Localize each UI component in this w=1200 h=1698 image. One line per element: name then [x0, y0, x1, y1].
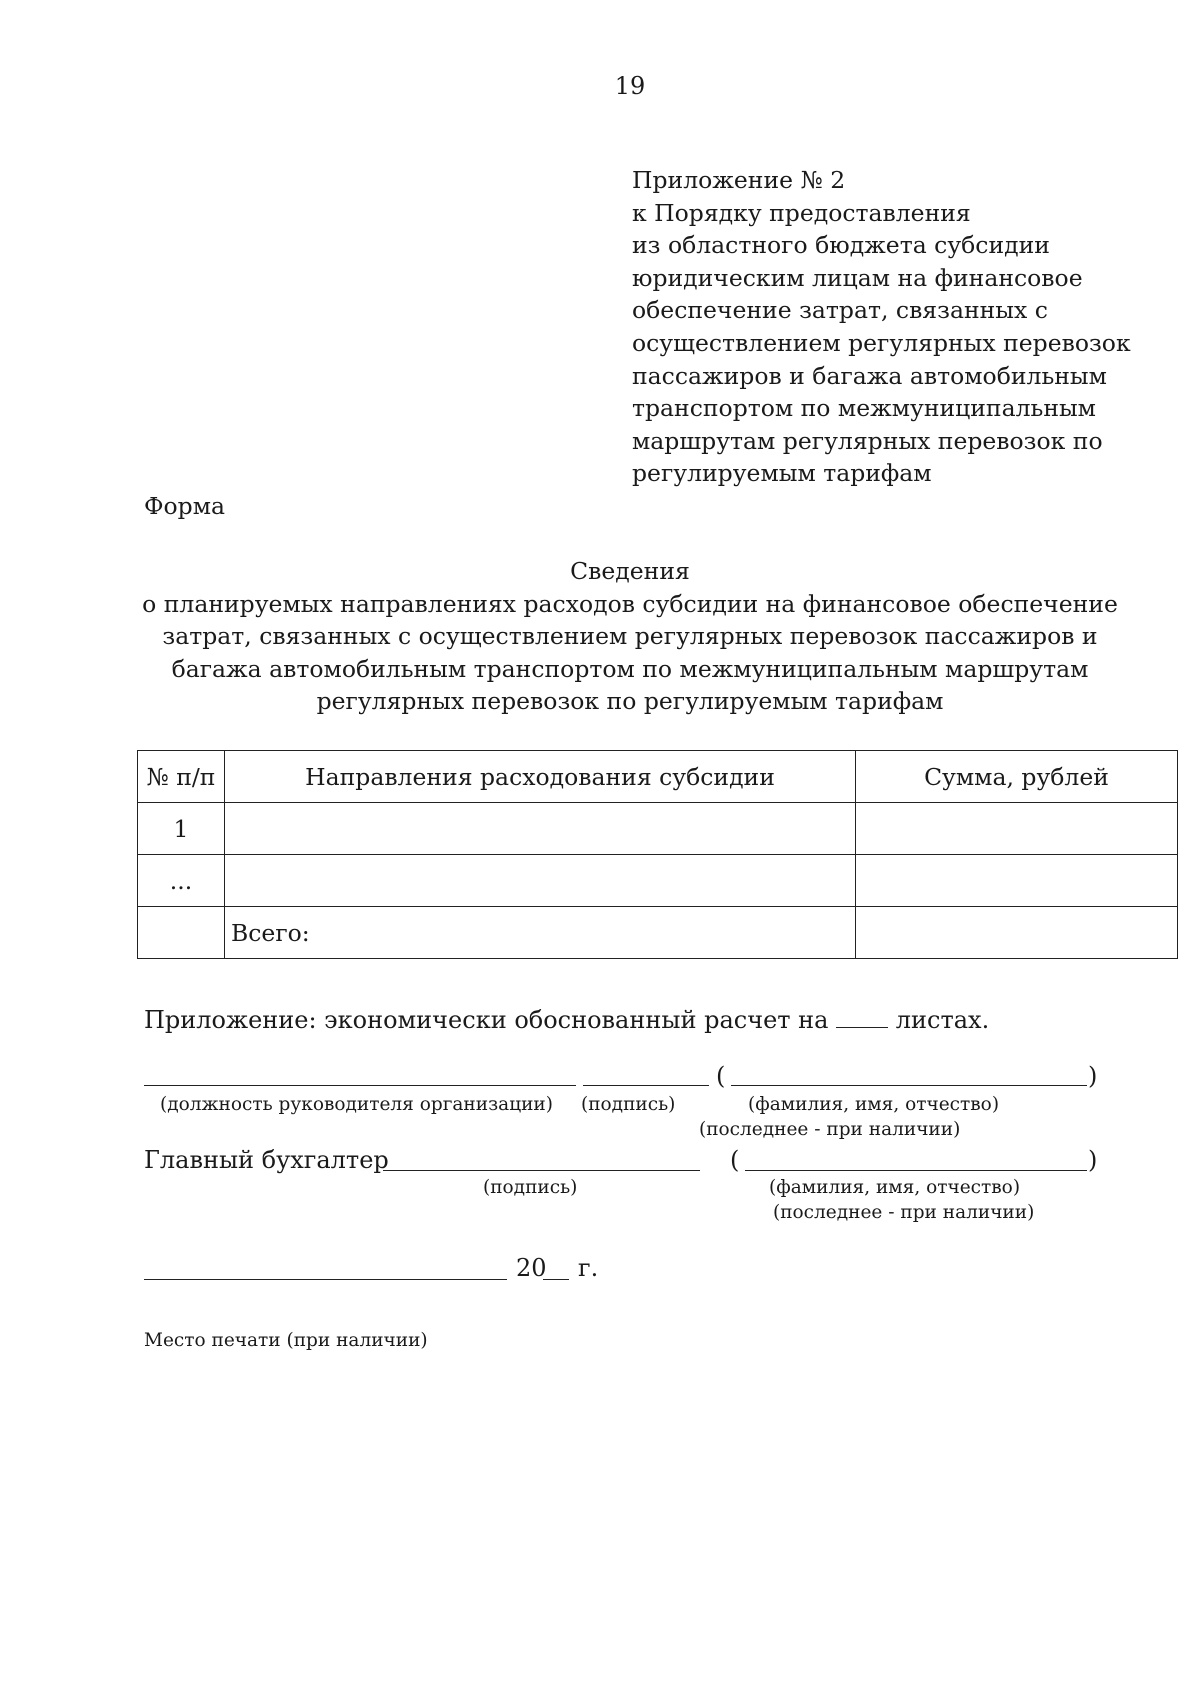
appendix-line: осуществлением регулярных перевозок [632, 328, 1131, 357]
appendix-line: маршрутам регулярных перевозок по [632, 426, 1103, 455]
column-header-direction: Направления расходования субсидии [225, 751, 856, 803]
close-paren: ) [1088, 1062, 1098, 1090]
accountant-signature-field[interactable] [383, 1170, 700, 1171]
cell-number: ... [138, 855, 225, 907]
heading-line: затрат, связанных с осуществлением регулярных перевозок пассажиров и [162, 622, 1098, 651]
column-header-sum: Сумма, рублей [856, 751, 1178, 803]
signature-caption: (подпись) [581, 1094, 676, 1115]
table-row [138, 803, 1178, 855]
cell-total-label: Всего: [225, 907, 856, 959]
appendix-header [632, 164, 1131, 490]
head-name-field[interactable] [731, 1085, 1087, 1086]
heading-line: регулярных перевозок по регулируемым тарифам [316, 687, 944, 716]
close-paren: ) [1088, 1146, 1098, 1174]
head-position-caption: (должность руководителя организации) [160, 1094, 553, 1115]
appendix-line: юридическим лицам на финансовое [632, 263, 1083, 292]
cell-direction[interactable] [225, 855, 856, 907]
year-field[interactable] [543, 1279, 569, 1280]
table-header-row [138, 751, 1178, 803]
column-header-number: № п/п [138, 751, 225, 803]
appendix-line: регулируемым тарифам [632, 459, 932, 488]
year-prefix: 20 [516, 1254, 547, 1282]
date-field[interactable] [144, 1279, 507, 1280]
table-total-row [138, 907, 1178, 959]
appendix-line: пассажиров и багажа автомобильным [632, 361, 1107, 390]
signature-caption: (подпись) [483, 1177, 578, 1198]
patronymic-note: (последнее - при наличии) [773, 1202, 1035, 1223]
cell-direction[interactable] [225, 803, 856, 855]
patronymic-note: (последнее - при наличии) [699, 1119, 961, 1140]
year-suffix: г. [578, 1254, 599, 1282]
head-signature-field[interactable] [583, 1085, 709, 1086]
open-paren: ( [730, 1146, 740, 1174]
appendix-line: к Порядку предоставления [632, 198, 971, 227]
attachment-prefix: Приложение: экономически обоснованный расчет на [144, 1006, 829, 1034]
chief-accountant-label: Главный бухгалтер [144, 1146, 389, 1174]
expenses-table [137, 750, 1178, 959]
cell-number: 1 [138, 803, 225, 855]
accountant-name-field[interactable] [745, 1170, 1087, 1171]
open-paren: ( [716, 1062, 726, 1090]
appendix-line: транспортом по межмуниципальным [632, 394, 1096, 423]
cell-number [138, 907, 225, 959]
cell-sum[interactable] [856, 855, 1178, 907]
cell-sum[interactable] [856, 803, 1178, 855]
form-label: Форма [144, 492, 225, 520]
sheet-count-field[interactable] [836, 1007, 888, 1028]
table-row [138, 855, 1178, 907]
name-caption: (фамилия, имя, отчество) [769, 1177, 1021, 1198]
attachment-suffix: листах. [895, 1006, 990, 1034]
cell-total-sum[interactable] [856, 907, 1178, 959]
appendix-line: обеспечение затрат, связанных с [632, 296, 1048, 325]
heading-line: багажа автомобильным транспортом по межмуниципальным маршрутам [171, 654, 1089, 683]
head-position-field[interactable] [144, 1085, 576, 1086]
stamp-note: Место печати (при наличии) [144, 1330, 428, 1351]
appendix-line: Приложение № 2 [632, 166, 846, 194]
heading-line: о планируемых направлениях расходов субсидии на финансовое обеспечение [142, 589, 1118, 618]
document-heading [100, 555, 1160, 718]
page-number: 19 [614, 72, 646, 100]
heading-title: Сведения [570, 557, 690, 585]
name-caption: (фамилия, имя, отчество) [748, 1094, 1000, 1115]
appendix-line: из областного бюджета субсидии [632, 231, 1050, 260]
attachment-line [144, 1006, 989, 1034]
